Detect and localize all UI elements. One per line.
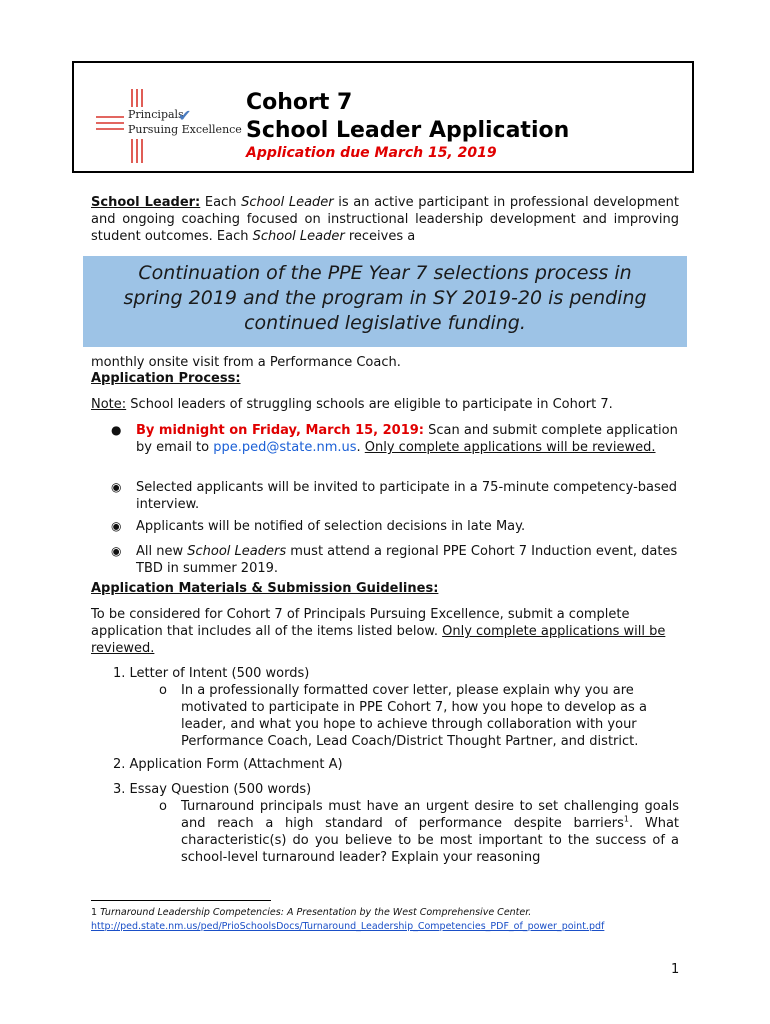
sub-bullet-icon: o xyxy=(159,799,167,814)
due-date: Application due March 15, 2019 xyxy=(246,145,497,161)
bullet-text: Applicants will be notified of selection decisions in late May. xyxy=(136,519,526,534)
process-heading: Application Process: xyxy=(91,371,241,386)
list-item xyxy=(111,543,681,577)
title-line-2: School Leader Application xyxy=(246,118,570,143)
materials-heading: Application Materials & Submission Guidelines: xyxy=(91,581,439,596)
list-item xyxy=(111,422,681,456)
check-icon: ✔ xyxy=(178,106,192,125)
title-line-1: Cohort 7 xyxy=(246,90,353,115)
intro-paragraph xyxy=(91,194,679,245)
subitem-text: In a professionally formatted cover letter, please explain why you are motivated to participate in PPE Cohort 7, how you hope to develop as a leader, and what you hope to achieve through collaboration with your Performance Coach, Lead Coach/District Thought Partner, and district. xyxy=(181,683,647,749)
materials-intro xyxy=(91,606,679,657)
bullet-icon: ◉ xyxy=(111,544,122,558)
footnote-ref: 1 xyxy=(623,814,629,824)
list-subitem xyxy=(159,682,679,750)
intro-label: School Leader: xyxy=(91,195,201,210)
footnote-text: Turnaround Leadership Competencies: A Presentation by the West Comprehensive Center. xyxy=(100,907,532,918)
email-link[interactable]: ppe.ped@state.nm.us xyxy=(213,440,357,455)
list-subitem xyxy=(159,798,680,866)
process-note xyxy=(91,396,613,413)
bullet-icon: ◉ xyxy=(111,519,122,533)
list-item xyxy=(111,518,681,535)
materials-intro-text: To be considered for Cohort 7 of Principals Pursuing Excellence, submit a complete application that includes all of the items listed below. xyxy=(91,607,630,639)
intro-text-c: receives a xyxy=(344,229,416,244)
materials-complete-note: Only complete applications will be reviewed. xyxy=(91,624,666,656)
list-item: 2. Application Form (Attachment A) xyxy=(113,757,343,772)
logo-line-2: Pursuing Excellence xyxy=(128,123,242,136)
bullet-text: Selected applicants will be invited to participate in a 75-minute competency-based interview. xyxy=(136,480,678,512)
funding-banner xyxy=(83,256,687,347)
intro-text-b: is an active participant in professional development and ongoing coaching focused on instructional leadership development and improving student outcomes. Each xyxy=(91,195,679,244)
bullet-italic: School Leaders xyxy=(187,544,287,559)
intro-italic-a: School Leader xyxy=(241,195,334,210)
page-number: 1 xyxy=(671,962,680,977)
list-item xyxy=(111,479,681,513)
sub-bullet-icon: o xyxy=(159,683,167,698)
note-label: Note: xyxy=(91,397,127,412)
footnote-number: 1 xyxy=(91,907,98,918)
intro-continued: monthly onsite visit from a Performance Coach. xyxy=(91,355,401,370)
list-item: 1. Letter of Intent (500 words) xyxy=(113,666,310,681)
banner-line-1: Continuation of the PPE Year 7 selections process in xyxy=(138,262,632,284)
subitem-text-b: . What characteristic(s) do you believe to be most important to the success of a school-level turnaround leader? Explain your reasoning xyxy=(181,816,680,865)
complete-note: Only complete applications will be reviewed. xyxy=(364,440,656,455)
list-item: 3. Essay Question (500 words) xyxy=(113,782,312,797)
intro-text-a: Each xyxy=(200,195,242,210)
note-text: School leaders of struggling schools are eligible to participate in Cohort 7. xyxy=(126,397,613,412)
logo-line-1: Principals xyxy=(128,108,184,121)
subitem-text-a: Turnaround principals must have an urgent desire to set challenging goals and reach a high standard of performance despite barriers xyxy=(181,799,679,831)
banner-line-2: spring 2019 and the program in SY 2019-20 is pending xyxy=(123,287,647,309)
bullet-text: Scan and submit complete application by email to xyxy=(136,423,678,455)
footnote-url-link[interactable]: http://ped.state.nm.us/ped/PrioSchoolsDocs/Turnaround_Leadership_Competencies_PDF_of_power_point.pdf xyxy=(91,921,605,932)
page-title xyxy=(246,89,569,145)
bullet-text-a: All new xyxy=(136,544,188,559)
bullet-sep: . xyxy=(356,440,365,455)
bullet-icon: ◉ xyxy=(111,480,122,494)
intro-italic-b: School Leader xyxy=(252,229,345,244)
bullet-icon: ● xyxy=(111,423,122,437)
footnote-divider xyxy=(91,900,271,901)
footnote xyxy=(91,906,604,934)
ppe-logo xyxy=(94,87,242,167)
header-box xyxy=(72,61,694,173)
deadline-text: By midnight on Friday, March 15, 2019: xyxy=(136,423,425,438)
banner-line-3: continued legislative funding. xyxy=(244,312,526,334)
bullet-text-b: must attend a regional PPE Cohort 7 Induction event, dates TBD in summer 2019. xyxy=(136,544,678,576)
